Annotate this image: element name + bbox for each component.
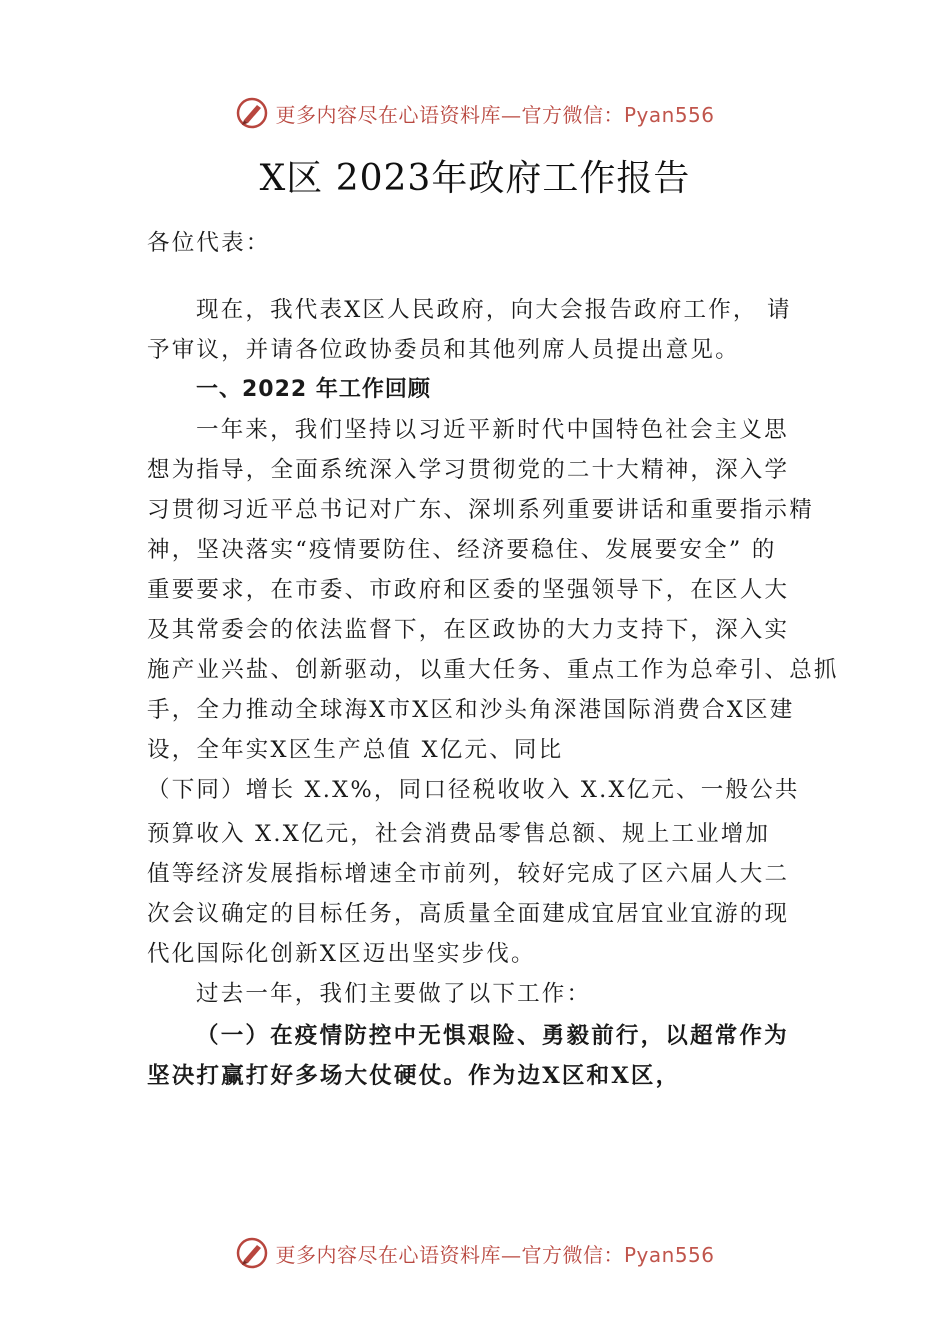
- body-line: （下同）增长 X.X%，同口径税收收入 X.X亿元、一般公共: [147, 777, 800, 803]
- body-line: 现在，我代表X区人民政府，向大会报告政府工作， 请: [196, 297, 792, 323]
- page-title: X区 2023年政府工作报告: [259, 158, 691, 199]
- body-line: 手，全力推动全球海X市X区和沙头角深港国际消费合X区建: [147, 697, 795, 723]
- section-heading: 一、2022 年工作回顾: [196, 377, 431, 402]
- body-line: 想为指导，全面系统深入学习贯彻党的二十大精神，深入学: [147, 457, 790, 483]
- body-line: 次会议确定的目标任务，高质量全面建成宜居宜业宜游的现: [147, 901, 790, 927]
- body-line: 值等经济发展指标增速全市前列，较好完成了区六届人大二: [147, 861, 790, 887]
- body-line: 代化国际化创新X区迈出坚实步伐。: [147, 941, 536, 967]
- body-line: 过去一年，我们主要做了以下工作：: [196, 981, 592, 1007]
- body-line: 设，全年实X区生产总值 X亿元、同比: [147, 737, 564, 763]
- body-line: 习贯彻习近平总书记对广东、深圳系列重要讲话和重要指示精: [147, 497, 814, 523]
- body-line: 神，坚决落实“疫情要防住、经济要稳住、发展要安全” 的: [147, 537, 777, 563]
- watermark-text: 更多内容尽在心语资料库—官方微信：Pyan556: [275, 1242, 715, 1267]
- subsection-heading: （一）在疫情防控中无惧艰险、勇毅前行，以超常作为: [196, 1023, 789, 1049]
- body-line: 施产业兴盐、创新驱动，以重大任务、重点工作为总牵引、总抓: [147, 657, 839, 683]
- body-line: 予审议，并请各位政协委员和其他列席人员提出意见。: [147, 337, 740, 363]
- body-line: 一年来，我们坚持以习近平新时代中国特色社会主义思: [196, 417, 789, 443]
- watermark-text: 更多内容尽在心语资料库—官方微信：Pyan556: [275, 102, 715, 127]
- salutation-line: 各位代表：: [147, 230, 271, 256]
- subsection-heading-cont: 坚决打赢打好多场大仗硬仗。作为边X区和X区，: [147, 1063, 681, 1089]
- watermark-footer: [0, 1236, 950, 1270]
- pen-seal-icon: [235, 96, 269, 130]
- pen-seal-icon: [235, 1236, 269, 1270]
- watermark-header: [0, 96, 950, 130]
- body-line: 重要要求，在市委、市政府和区委的坚强领导下，在区人大: [147, 577, 790, 603]
- body-line: 及其常委会的依法监督下，在区政协的大力支持下，深入实: [147, 617, 790, 643]
- body-line: 预算收入 X.X亿元，社会消费品零售总额、规上工业增加: [147, 821, 771, 847]
